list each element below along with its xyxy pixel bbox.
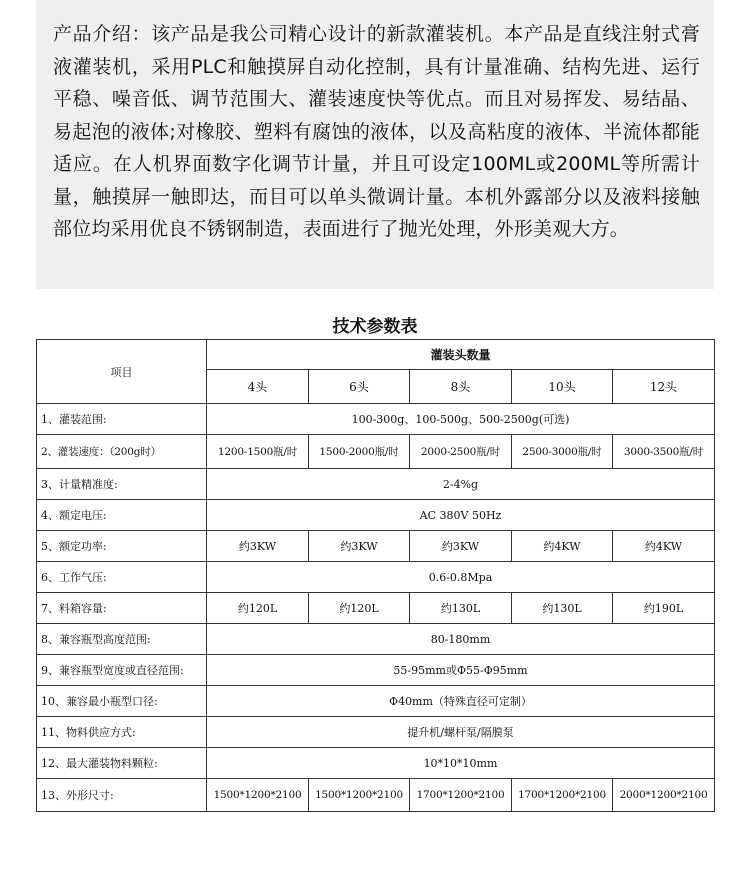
head-count-6: 6头 [309,370,410,404]
row-value: AC 380V 50Hz [207,500,715,531]
table-row [37,655,715,686]
row-value: 1500-2000瓶/时 [309,435,410,469]
row-label: 1、灌装范围: [37,404,207,435]
row-value: 约3KW [410,531,512,562]
row-value: 约4KW [613,531,715,562]
row-value: 1700*1200*2100 [410,779,512,812]
row-label: 10、兼容最小瓶型口径: [37,686,207,717]
row-value: 2000*1200*2100 [613,779,715,812]
row-value: 3000-3500瓶/时 [613,435,715,469]
row-value: 100-300g、100-500g、500-2500g(可选) [207,404,715,435]
spec-table [36,339,715,812]
row-value: 2000-2500瓶/时 [410,435,512,469]
table-row [37,404,715,435]
row-value: 约120L [207,593,309,624]
row-label: 9、兼容瓶型宽度或直径范围: [37,655,207,686]
group-header: 灌装头数量 [207,340,715,370]
row-value: 55-95mm或Φ55-Φ95mm [207,655,715,686]
row-label: 5、额定功率: [37,531,207,562]
table-row [37,593,715,624]
row-value: 约130L [512,593,613,624]
row-label: 13、外形尺寸: [37,779,207,812]
head-count-4: 4头 [207,370,309,404]
row-label: 4、额定电压: [37,500,207,531]
row-label: 12、最大灌装物料颗粒: [37,748,207,779]
row-value: Φ40mm（特殊直径可定制） [207,686,715,717]
head-count-10: 10头 [512,370,613,404]
row-value: 提升机/螺杆泵/隔膜泵 [207,717,715,748]
header-row [37,340,715,370]
table-row [37,531,715,562]
row-value: 1200-1500瓶/时 [207,435,309,469]
row-value: 10*10*10mm [207,748,715,779]
table-row [37,717,715,748]
row-value: 0.6-0.8Mpa [207,562,715,593]
table-row [37,624,715,655]
table-row [37,686,715,717]
row-value: 2500-3000瓶/时 [512,435,613,469]
row-value: 80-180mm [207,624,715,655]
product-intro-panel [36,0,714,289]
row-value: 约130L [410,593,512,624]
table-row [37,500,715,531]
row-value: 1700*1200*2100 [512,779,613,812]
row-value: 约4KW [512,531,613,562]
head-count-12: 12头 [613,370,715,404]
table-row [37,779,715,812]
row-label: 7、料箱容量: [37,593,207,624]
row-label: 6、工作气压: [37,562,207,593]
table-row [37,748,715,779]
row-value: 2-4%g [207,469,715,500]
product-intro-text: 产品介绍：该产品是我公司精心设计的新款灌装机。本产品是直线注射式膏液灌装机，采用PLC和触摸屏自动化控制，具有计量准确、结构先进、运行平稳、噪音低、调节范围大、灌装速度快等优点。而且对易挥发、易结晶、易起泡的液体;对橡胶、塑料有腐蚀的液体，以及高粘度的液体、半流体都能适应。在人机界面数字化调节计量，并且可设定100ML或200ML等所需计量，触摸屏一触即达，而目可以单头微调计量。本机外露部分以及液料接触部位均采用优良不锈钢制造，表面进行了抛光处理，外形美观大方。 [53,23,700,240]
row-label: 3、计量精准度: [37,469,207,500]
row-value: 约3KW [207,531,309,562]
row-value: 约3KW [309,531,410,562]
head-count-8: 8头 [410,370,512,404]
row-value: 1500*1200*2100 [207,779,309,812]
row-label: 2、灌装速度：（200g时） [37,435,207,469]
table-row [37,435,715,469]
table-row [37,469,715,500]
item-header: 项目 [37,340,207,404]
row-label: 8、兼容瓶型高度范围: [37,624,207,655]
row-value: 约120L [309,593,410,624]
table-title: 技术参数表 [332,317,418,337]
table-row [37,562,715,593]
row-value: 1500*1200*2100 [309,779,410,812]
row-label: 11、物料供应方式: [37,717,207,748]
row-value: 约190L [613,593,715,624]
